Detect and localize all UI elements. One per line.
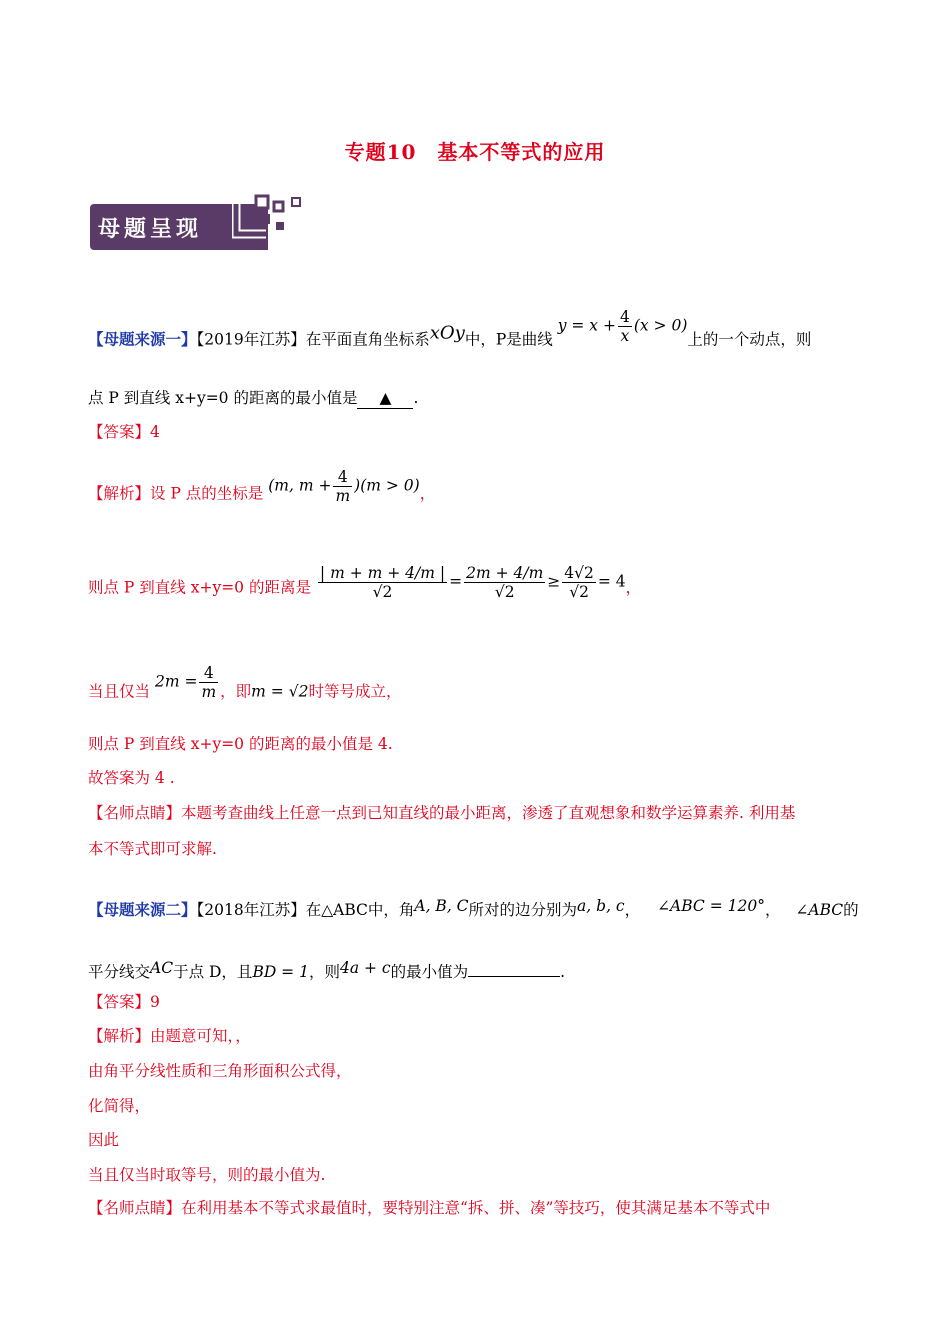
q1-curve-den: x [620,327,630,345]
q2-analysis-text-1: 由题意可知，， [150,1027,251,1045]
badge-logo-icon [232,190,302,250]
q1-analysis-2 [88,564,642,607]
q2-source-tag: 【母题来源二】 [88,900,197,919]
q1-text-a: 在平面直角坐标系 [305,330,430,349]
q2-line2-c: ，则 [308,963,340,981]
q1-analysis-1b: ， [419,484,436,503]
q1-answer-blank: ▲ [357,388,413,409]
q1-point-left: (m, m + [268,476,332,495]
q1-cond-left: 2m = [154,672,198,691]
q1-dist-den2: √2 [494,583,515,601]
q1-line-2 [88,388,418,409]
q2-analysis-tag: 【解析】 [88,1027,151,1045]
q2-angles: A, B, C [414,897,469,915]
page-title: 专题10 基本不等式的应用 [344,140,606,164]
q1-analysis-3c: 时等号成立， [308,682,402,701]
q2-answer: 【答案】9 [88,993,160,1011]
q2-angle-abc2: ∠ABC [795,901,844,919]
q2-text-b: 所对的边分别为 [468,901,578,919]
q1-analysis-5: 故答案为 4 . [88,769,175,787]
q1-analysis-2a: 则点 P 到直线 x+y=0 的距离是 [88,578,311,597]
q2-tip-text-1: 在利用基本不等式求最值时，要特别注意“拆、拼、凑”等技巧，使其满足基本不等式中 [181,1199,771,1217]
q1-dist-eq: = [449,572,463,591]
q1-analysis-1a: 设 P 点的坐标是 [150,484,264,503]
q1-point-den: m [335,487,351,505]
q1-text-c: 上的一个动点，则 [687,330,812,349]
q2-answer-blank [468,976,560,977]
q1-analysis-3a: 当且仅当 [88,682,151,701]
q1-dist-num2: 2m + 4/m [466,564,544,582]
q1-analysis-tag: 【解析】 [88,484,151,503]
q1-year-tag: 【2019年江苏】 [196,330,306,349]
q1-answer: 【答案】4 [88,423,160,441]
q1-tip-2: 本不等式即可求解. [88,840,217,858]
q1-dist-num3: 4√2 [564,564,594,582]
section-badge [90,190,305,260]
q2-sides: a, b, c [577,897,625,915]
q1-dist-den3: √2 [569,583,589,601]
q1-analysis-4: 则点 P 到直线 x+y=0 的距离的最小值是 4. [88,735,393,753]
q1-point-right: )(m > 0) [354,476,420,495]
q2-text-e: 的 [843,901,859,919]
q2-seg-ac: AC [150,959,174,977]
q1-line2-end: . [413,389,419,407]
q1-analysis-3 [88,664,402,711]
q2-line2-b: 于点 D，且 [173,963,253,981]
q2-analysis-5: 当且仅当时取等号，则的最小值为. [88,1166,326,1184]
q2-bd: BD = 1 [252,963,309,981]
q1-cond-m: m = √2 [251,682,309,701]
q2-expr: 4a + c [339,959,391,977]
q2-analysis-3: 化简得， [88,1097,151,1115]
q1-curve-left: y = x + [557,316,616,335]
q1-point-formula [268,468,419,505]
q1-dist-den1: √2 [372,583,393,601]
q1-dist-num1: | m + m + 4/m | [319,564,446,582]
q2-text-c: ， [624,901,641,919]
q2-text-d: ， [764,901,781,919]
q2-analysis-4: 因此 [88,1131,120,1149]
q1-distance-formula [316,564,626,601]
q1-source-tag: 【母题来源一】 [88,329,197,349]
q1-curve-right: (x > 0) [633,316,688,335]
q1-condition-formula [155,664,220,701]
q2-tip-tag: 【名师点睛】 [88,1199,182,1217]
q2-line2-d: 的最小值为 [390,963,469,981]
q1-line-1 [88,308,812,359]
q1-analysis-1 [88,468,436,513]
q2-text-a: 在△ABC中，角 [305,901,415,919]
q2-tip-1 [88,1198,770,1218]
q1-point-num: 4 [333,468,352,487]
q1-analysis-3b: ，即 [220,682,252,701]
q1-curve-formula [558,308,688,345]
q2-line2-end: . [560,963,566,981]
q1-tip-1 [88,803,795,823]
q1-analysis-2b: ， [625,578,642,597]
q1-line2-text: 点 P 到直线 x+y=0 的距离的最小值是 [88,389,358,407]
q1-tip-tag: 【名师点睛】 [88,804,182,822]
q1-dist-ge: ≥ [547,572,561,591]
q2-year-tag: 【2018年江苏】 [196,901,306,919]
q2-line-1 [88,896,859,920]
q1-coord-sys: xOy [429,322,465,344]
q2-analysis-2: 由角平分线性质和三角形面积公式得， [88,1062,352,1080]
q1-dist-result: = 4 [597,572,626,591]
q1-curve-num: 4 [619,308,630,326]
q1-cond-num: 4 [199,664,218,683]
q2-line-2 [88,958,565,982]
q2-analysis-1 [88,1026,251,1046]
q2-angle-abc: ∠ABC = 120° [657,897,765,915]
badge-label: 母题呈现 [98,217,203,242]
q2-line2-a: 平分线交 [88,963,151,981]
q1-cond-den: m [201,683,217,701]
q1-text-b: 中，P是曲线 [464,330,553,349]
q1-tip-text-1: 本题考查曲线上任意一点到已知直线的最小距离，渗透了直观想象和数学运算素养. 利用基 [181,804,796,822]
